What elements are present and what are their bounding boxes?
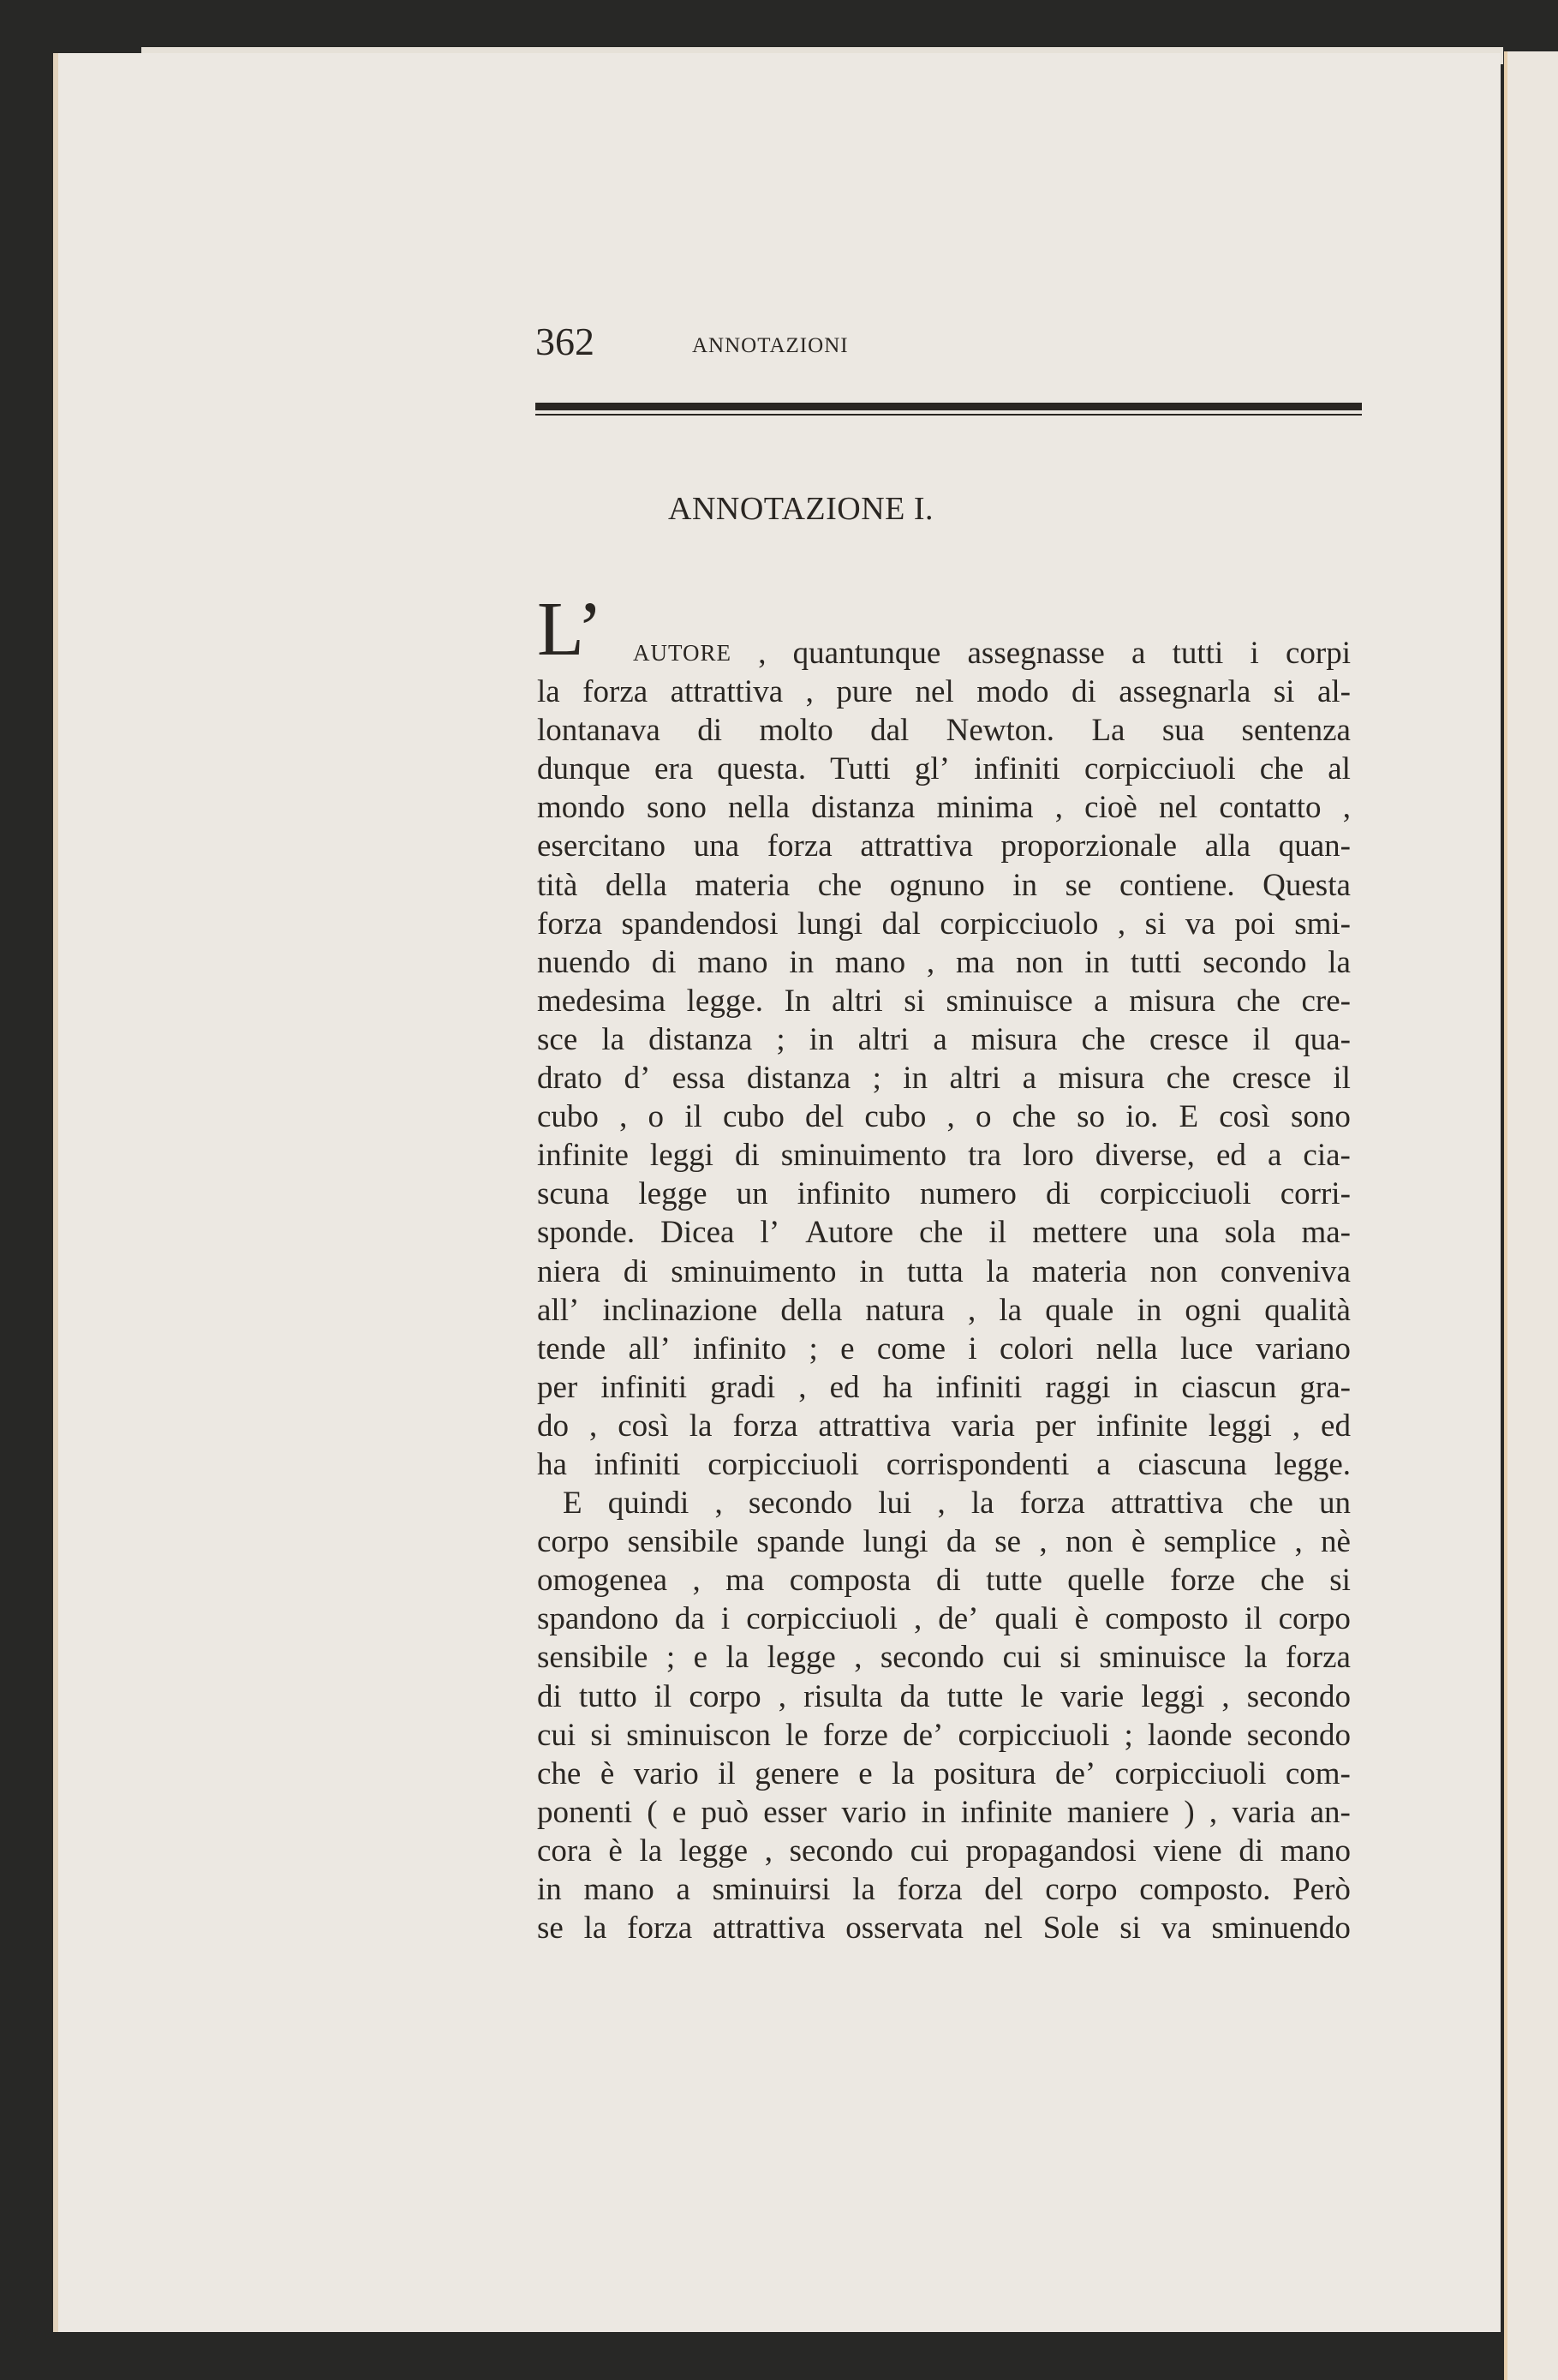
- text-line: do , così la forza attrattiva varia per infinite leggi , ed: [537, 1408, 1351, 1444]
- running-head: ANNOTAZIONI: [692, 334, 849, 357]
- text-line: ha infiniti corpicciuoli corrispondenti a ciascuna legge.: [537, 1446, 1351, 1482]
- text-line: di tutto il corpo , risulta da tutte le varie leggi , secondo: [537, 1678, 1351, 1714]
- page-number: 362: [535, 320, 594, 363]
- drop-cap: L’: [537, 587, 603, 672]
- small-caps-word: AUTORE: [633, 640, 732, 666]
- text-line: la forza attrattiva , pure nel modo di assegnarla si al-: [537, 674, 1351, 710]
- text-line: niera di sminuimento in tutta la materia non conveniva: [537, 1253, 1351, 1289]
- text-line: cui si sminuiscon le forze de’ corpicciuoli ; laonde secondo: [537, 1717, 1351, 1753]
- text-line: tende all’ infinito ; e come i colori nella luce variano: [537, 1331, 1351, 1366]
- text-line: nuendo di mano in mano , ma non in tutti secondo la: [537, 944, 1351, 980]
- adjacent-page-edge: [1504, 51, 1558, 2380]
- text-line: drato d’ essa distanza ; in altri a misura che cresce il: [537, 1061, 1351, 1097]
- text-line: spandono da i corpicciuoli , de’ quali è composto il corpo: [537, 1601, 1351, 1637]
- text-line: infinite leggi di sminuimento tra loro diverse, ed a cia-: [537, 1138, 1351, 1174]
- text-line: esercitano una forza attrattiva proporzionale alla quan-: [537, 828, 1351, 864]
- text-line: sensibile ; e la legge , secondo cui si sminuisce la forza: [537, 1640, 1351, 1676]
- text-line: mondo sono nella distanza minima , cioè nel contatto ,: [537, 790, 1351, 826]
- text-line: medesima legge. In altri si sminuisce a misura che cre-: [537, 983, 1351, 1019]
- text-line: che è vario il genere e la positura de’ corpicciuoli com-: [537, 1755, 1351, 1791]
- header-rule: [535, 403, 1362, 416]
- text-line: forza spandendosi lungi dal corpicciuolo , si va poi smi-: [537, 906, 1351, 942]
- text-line: all’ inclinazione della natura , la quale in ogni qualità: [537, 1292, 1351, 1328]
- section-heading: ANNOTAZIONE I.: [668, 491, 934, 527]
- text-line: se la forza attrattiva osservata nel Sole si va sminuendo: [537, 1911, 1351, 1946]
- text-line: cubo , o il cubo del cubo , o che so io. E così sono: [537, 1099, 1351, 1135]
- text-line: AUTORE , quantunque assegnasse a tutti i corpi: [537, 634, 1351, 673]
- text-line: cora è la legge , secondo cui propagandosi viene di mano: [537, 1833, 1351, 1869]
- text-line: tità della materia che ognuno in se contiene. Questa: [537, 867, 1351, 903]
- text-line: sce la distanza ; in altri a misura che cresce il qua-: [537, 1021, 1351, 1057]
- text-line: scuna legge un infinito numero di corpicciuoli corri-: [537, 1176, 1351, 1212]
- text-line: dunque era questa. Tutti gl’ infiniti corpicciuoli che al: [537, 751, 1351, 787]
- text-line: lontanava di molto dal Newton. La sua sentenza: [537, 713, 1351, 749]
- text-line: sponde. Dicea l’ Autore che il mettere una sola ma-: [537, 1215, 1351, 1251]
- text-line: ponenti ( e può esser vario in infinite maniere ) , varia an-: [537, 1794, 1351, 1830]
- text-line: corpo sensibile spande lungi da se , non è semplice , nè: [537, 1524, 1351, 1560]
- body-text: [537, 634, 1351, 1947]
- text-line: E quindi , secondo lui , la forza attrattiva che un: [563, 1486, 1351, 1522]
- text-line: per infiniti gradi , ed ha infiniti raggi in ciascun gra-: [537, 1369, 1351, 1405]
- text-line: in mano a sminuirsi la forza del corpo composto. Però: [537, 1872, 1351, 1907]
- text-line: omogenea , ma composta di tutte quelle forze che si: [537, 1563, 1351, 1599]
